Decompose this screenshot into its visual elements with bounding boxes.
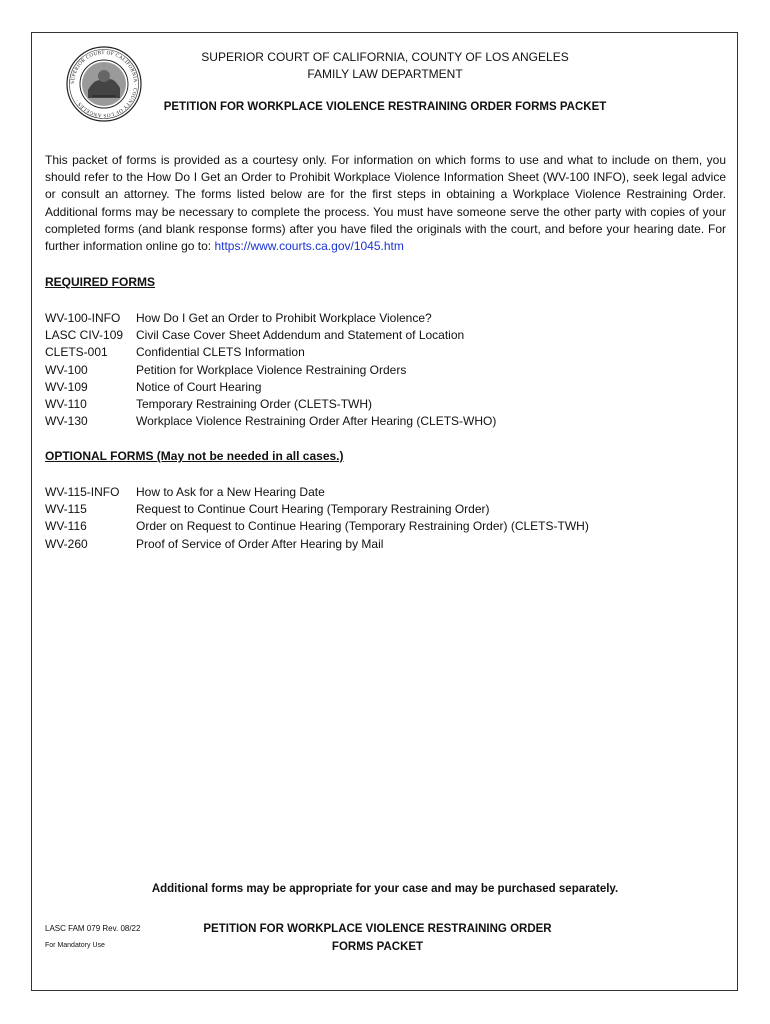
form-row	[45, 379, 496, 396]
form-code: WV-110	[45, 396, 87, 411]
form-description: Request to Continue Court Hearing (Temporary Restraining Order)	[136, 502, 490, 517]
department-name: FAMILY LAW DEPARTMENT	[307, 67, 463, 81]
form-code: WV-100-INFO	[45, 311, 121, 325]
form-description: How Do I Get an Order to Prohibit Workplace Violence?	[136, 311, 432, 325]
footer-title	[200, 920, 555, 956]
form-row	[45, 484, 589, 501]
form-code: WV-109	[45, 379, 88, 394]
packet-title: PETITION FOR WORKPLACE VIOLENCE RESTRAINING ORDER FORMS PACKET	[163, 101, 607, 113]
footer-title-line-1: PETITION FOR WORKPLACE VIOLENCE RESTRAINING ORDER	[203, 923, 552, 935]
form-description: Confidential CLETS Information	[136, 345, 305, 360]
form-row	[45, 501, 589, 518]
form-revision: LASC FAM 079 Rev. 08/22	[45, 924, 141, 933]
form-description: Notice of Court Hearing	[136, 379, 262, 394]
info-link[interactable]: https://www.courts.ca.gov/1045.htm	[214, 239, 404, 254]
form-description: Order on Request to Continue Hearing (Temporary Restraining Order) (CLETS-TWH)	[136, 519, 589, 534]
form-row	[45, 344, 496, 361]
form-code: WV-115	[45, 502, 87, 517]
form-row	[45, 518, 589, 535]
form-code: WV-115-INFO	[45, 485, 120, 499]
intro-text: This packet of forms is provided as a courtesy only. For information on which forms to use and what to include on them, you should refer to the How Do I Get an Order to Prohibit Workplace Violence Information Sheet (WV-100 INFO), seek legal advice or consult an attorney. The forms listed below are for the first steps in obtaining a Workplace Violence Restraining Order. Additional forms may be necessary to complete the process. You must have someone serve the other party with copies of your completed forms (and blank response forms) after you have filed the originals with the court, and before your hearing date. For further information online go to:	[45, 153, 726, 254]
form-description: Proof of Service of Order After Hearing by Mail	[136, 536, 384, 551]
form-description: How to Ask for a New Hearing Date	[136, 485, 325, 499]
form-description: Civil Case Cover Sheet Addendum and Statement of Location	[136, 328, 465, 343]
footer-title-line-2: FORMS PACKET	[331, 941, 424, 953]
form-row	[45, 396, 496, 413]
form-row	[45, 362, 496, 379]
form-row	[45, 413, 496, 430]
required-forms-list	[45, 310, 496, 430]
form-code: WV-260	[45, 536, 88, 551]
form-row	[45, 310, 496, 327]
form-row	[45, 536, 589, 553]
optional-forms-list	[45, 484, 589, 553]
form-code: WV-130	[45, 414, 88, 429]
form-row	[45, 327, 496, 344]
court-name: SUPERIOR COURT OF CALIFORNIA, COUNTY OF LOS ANGELES	[201, 50, 569, 64]
form-description: Workplace Violence Restraining Order After Hearing (CLETS-WHO)	[136, 414, 497, 429]
form-description: Temporary Restraining Order (CLETS-TWH)	[136, 396, 373, 411]
form-description: Petition for Workplace Violence Restraining Orders	[136, 362, 407, 377]
mandatory-use-note: For Mandatory Use	[45, 942, 105, 949]
form-code: WV-116	[45, 519, 87, 534]
svg-text:SUPERIOR COURT OF CALIFORNIA ·: SUPERIOR COURT OF CALIFORNIA · COUNTY OF LOS ANGELES ·	[69, 49, 139, 119]
intro-paragraph	[45, 152, 726, 255]
form-code: WV-100	[45, 362, 88, 377]
optional-forms-heading: OPTIONAL FORMS (May not be needed in all cases.)	[45, 449, 344, 463]
additional-forms-note: Additional forms may be appropriate for your case and may be purchased separately.	[151, 883, 619, 895]
form-code: CLETS-001	[45, 345, 108, 360]
form-code: LASC CIV-109	[45, 328, 124, 343]
required-forms-heading: REQUIRED FORMS	[45, 275, 156, 289]
